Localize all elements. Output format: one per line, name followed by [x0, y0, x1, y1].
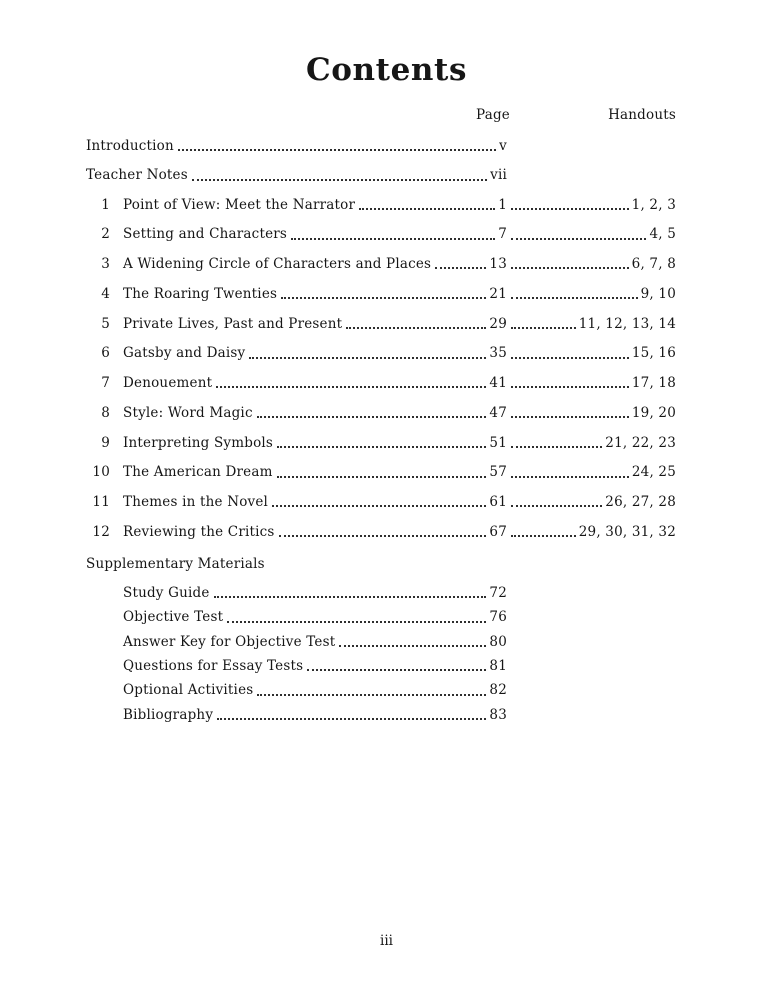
dot-leader [257, 416, 487, 418]
dot-leader [216, 386, 486, 388]
entry-left [86, 345, 507, 362]
page-number: 13 [489, 256, 507, 273]
toc-entry [86, 345, 676, 362]
page-number: 41 [489, 375, 507, 392]
entry-title: Bibliography [123, 706, 214, 723]
chapter-number: 3 [101, 256, 110, 273]
handouts-column-header: Handouts [608, 107, 676, 123]
entry-left [86, 226, 507, 243]
dot-leader [339, 645, 486, 647]
chapter-title: Style: Word Magic [123, 404, 253, 421]
toc-entry-supplementary [123, 707, 507, 724]
handout-numbers: 19, 20 [631, 404, 676, 421]
chapter-title: A Widening Circle of Characters and Places [123, 256, 432, 273]
toc-entry [86, 197, 676, 214]
page-number: 1 [498, 196, 507, 213]
entry-title: Optional Activities [123, 682, 254, 699]
toc-entry [86, 286, 676, 303]
page-number: 82 [489, 682, 507, 699]
page-number: 67 [489, 523, 507, 540]
handout-numbers: 15, 16 [631, 345, 676, 362]
chapter-title: The American Dream [123, 464, 273, 481]
entry-left [86, 494, 507, 511]
page-title: Contents [305, 52, 468, 88]
handout-numbers: 26, 27, 28 [605, 494, 676, 511]
dot-leader [511, 208, 629, 210]
chapter-number: 11 [92, 494, 110, 511]
dot-leader [511, 238, 646, 240]
dot-leader [511, 327, 576, 329]
chapter-number: 5 [101, 315, 110, 332]
dot-leader [511, 357, 629, 359]
toc-entry [86, 226, 676, 243]
toc-entry-supplementary [123, 585, 507, 602]
chapter-number: 10 [92, 464, 110, 481]
page-number: 80 [489, 633, 507, 650]
entry-title: Questions for Essay Tests [123, 658, 304, 675]
toc-entry-supplementary [123, 682, 507, 699]
chapter-title: Interpreting Symbols [123, 434, 274, 451]
toc-entry [86, 405, 676, 422]
dot-leader [227, 621, 486, 623]
dot-leader [277, 476, 487, 478]
chapter-title: Reviewing the Critics [123, 523, 275, 540]
chapter-number: 7 [101, 375, 110, 392]
toc-entry-supplementary [123, 658, 507, 675]
dot-leader [359, 208, 495, 210]
dot-leader [217, 718, 486, 720]
chapter-number: 6 [101, 345, 110, 362]
toc-entry-supplementary [123, 634, 507, 651]
dot-leader [178, 149, 496, 151]
page-number: 57 [489, 464, 507, 481]
entry-title: Study Guide [123, 585, 210, 602]
dot-leader [346, 327, 486, 329]
entry-title: Objective Test [123, 609, 224, 626]
dot-leader [307, 669, 486, 671]
entry-left [86, 435, 507, 452]
dot-leader [511, 386, 629, 388]
chapter-number: 9 [101, 434, 110, 451]
chapter-number: 4 [101, 285, 110, 302]
toc-entry [86, 464, 676, 481]
chapter-number: 12 [92, 523, 110, 540]
dot-leader [511, 267, 629, 269]
entry-left [86, 316, 507, 333]
chapter-number: 8 [101, 404, 110, 421]
entry-left [86, 464, 507, 481]
chapter-title: The Roaring Twenties [123, 285, 278, 302]
entry-left [86, 524, 507, 541]
dot-leader [257, 694, 486, 696]
dot-leader [281, 297, 486, 299]
chapter-title: Themes in the Novel [123, 494, 269, 511]
page-number: 76 [489, 609, 507, 626]
dot-leader [291, 238, 495, 240]
dot-leader [272, 505, 486, 507]
handout-numbers: 29, 30, 31, 32 [578, 523, 676, 540]
folio-page-number: iii [380, 933, 393, 949]
dot-leader [511, 297, 638, 299]
chapter-title: Private Lives, Past and Present [123, 315, 343, 332]
entry-left [86, 286, 507, 303]
page-number: 51 [489, 434, 507, 451]
page-number: 47 [489, 404, 507, 421]
dot-leader [192, 179, 487, 181]
entry-left [86, 197, 507, 214]
toc-entry [86, 494, 676, 511]
page-number: 35 [489, 345, 507, 362]
page-number: 83 [489, 706, 507, 723]
handout-numbers: 24, 25 [631, 464, 676, 481]
toc-entry-teacher-notes [86, 167, 507, 184]
chapter-number: 2 [101, 226, 110, 243]
dot-leader [511, 535, 576, 537]
entry-left [86, 256, 507, 273]
handout-numbers: 9, 10 [640, 285, 676, 302]
dot-leader [277, 446, 486, 448]
handout-numbers: 17, 18 [631, 375, 676, 392]
entry-title: Answer Key for Objective Test [123, 633, 336, 650]
handout-numbers: 21, 22, 23 [605, 434, 676, 451]
chapter-title: Setting and Characters [123, 226, 288, 243]
toc-entry-supplementary [123, 609, 507, 626]
chapter-title: Denouement [123, 375, 213, 392]
column-headers [86, 107, 676, 124]
page-number: 7 [498, 226, 507, 243]
dot-leader [435, 267, 486, 269]
entry-title: Introduction [86, 138, 174, 154]
handout-numbers: 1, 2, 3 [631, 196, 676, 213]
page-column-header: Page [476, 107, 510, 123]
chapter-number: 1 [101, 196, 110, 213]
dot-leader [511, 505, 602, 507]
dot-leader [511, 446, 602, 448]
entry-title: Teacher Notes [86, 167, 188, 184]
entry-left [86, 405, 507, 422]
dot-leader [511, 416, 629, 418]
handout-numbers: 4, 5 [649, 226, 676, 243]
chapter-title: Point of View: Meet the Narrator [123, 196, 356, 213]
handout-numbers: 6, 7, 8 [631, 256, 676, 273]
toc-entry [86, 375, 676, 392]
toc-entry [86, 524, 676, 541]
chapter-title: Gatsby and Daisy [123, 345, 246, 362]
page-number: vii [490, 167, 507, 184]
toc-entry-introduction [86, 138, 507, 155]
toc-entry [86, 256, 676, 273]
dot-leader [214, 596, 487, 598]
page-number: 29 [489, 315, 507, 332]
dot-leader [511, 476, 629, 478]
page-number: v [499, 138, 507, 154]
page-number: 81 [489, 658, 507, 675]
page-number: 21 [489, 285, 507, 302]
page-number: 61 [489, 494, 507, 511]
dot-leader [279, 535, 487, 537]
dot-leader [249, 357, 486, 359]
handout-numbers: 11, 12, 13, 14 [578, 315, 676, 332]
entry-left [86, 375, 507, 392]
toc-entry [86, 316, 676, 333]
page-number: 72 [489, 585, 507, 602]
toc-entry [86, 435, 676, 452]
supplementary-heading: Supplementary Materials [86, 556, 265, 573]
toc-content [86, 107, 676, 724]
